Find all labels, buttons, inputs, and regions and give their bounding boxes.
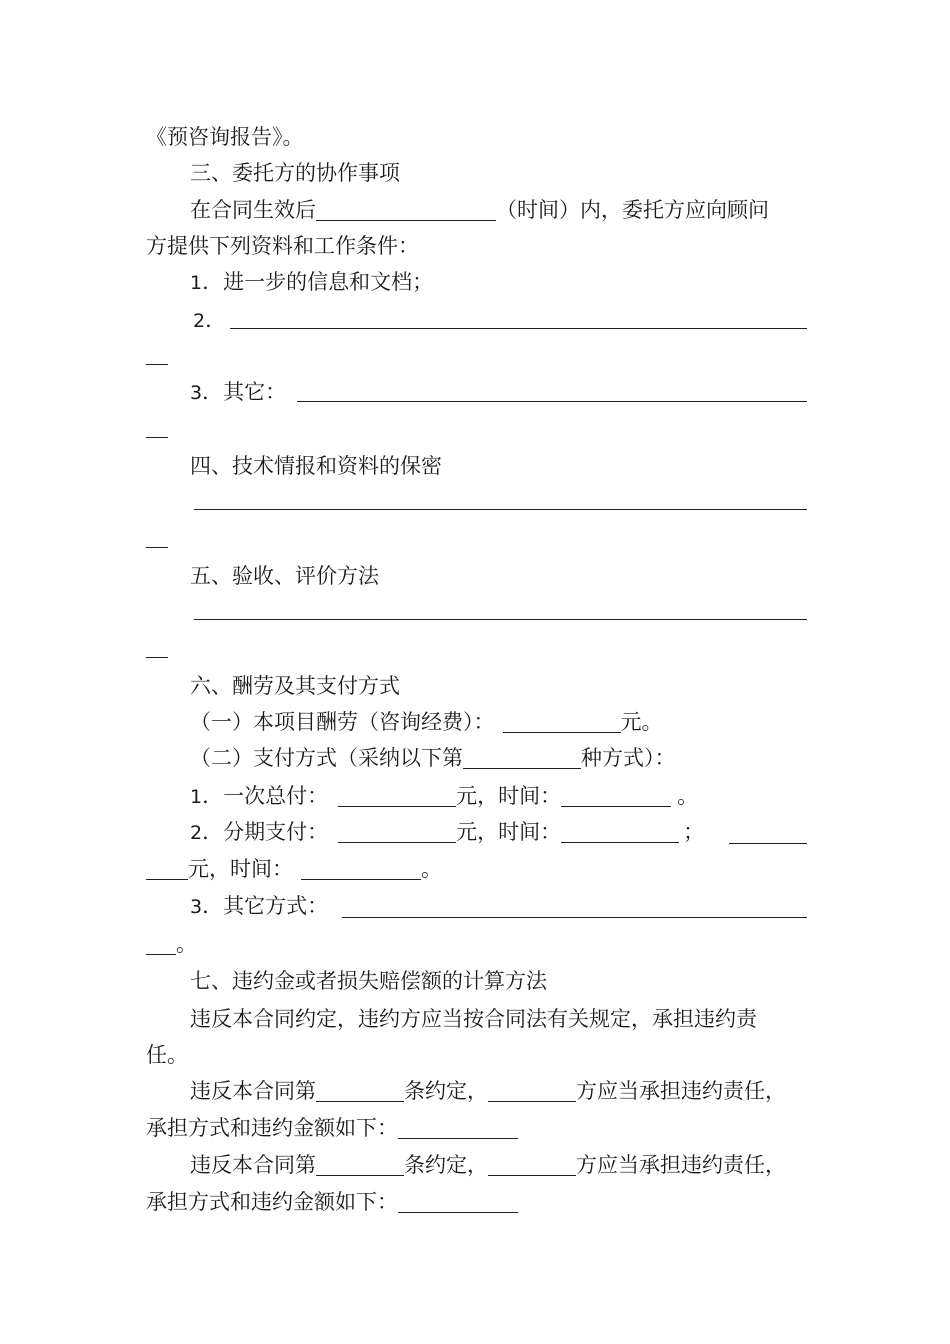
text-fragment: ． xyxy=(202,380,224,404)
text-line xyxy=(190,195,769,225)
list-item xyxy=(190,891,328,922)
text-fragment: 方应当承担违约责任， xyxy=(576,1153,786,1177)
fill-blank[interactable] xyxy=(561,784,671,807)
list-item xyxy=(193,305,226,336)
text-fragment: 进一步的信息和文档； xyxy=(223,270,434,294)
text-line: 《预咨询报告》。 xyxy=(146,125,304,149)
text-fragment: 。 xyxy=(176,932,197,956)
fill-line[interactable] xyxy=(146,657,168,658)
text-line xyxy=(190,743,676,773)
fill-blank[interactable] xyxy=(146,932,176,955)
fill-blank[interactable] xyxy=(561,820,679,843)
text-fragment: 违反本合同第 xyxy=(190,1079,316,1103)
text-line xyxy=(146,1113,518,1143)
item-number: 2 xyxy=(193,310,206,332)
section-heading: 三、委托方的协作事项 xyxy=(190,161,400,185)
text-fragment: ． xyxy=(202,820,224,844)
text-fragment: 在合同生效后 xyxy=(190,198,316,222)
fill-blank[interactable] xyxy=(301,857,421,880)
text-line: 任。 xyxy=(146,1043,188,1067)
text-line xyxy=(190,707,663,737)
text-fragment: 违反本合同第 xyxy=(190,1153,316,1177)
text-line xyxy=(190,1076,786,1106)
text-fragment: 种方式）： xyxy=(581,746,676,770)
fill-blank[interactable] xyxy=(503,710,621,733)
text-fragment: （时间）内，委托方应向顾问 xyxy=(496,198,769,222)
section-heading: 六、酬劳及其支付方式 xyxy=(190,674,400,698)
text-fragment: （一）本项目酬劳（咨询经费）： xyxy=(190,710,495,734)
text-line xyxy=(190,1150,786,1180)
text-fragment: ． xyxy=(205,308,227,332)
text-line: 方提供下列资料和工作条件： xyxy=(146,234,419,258)
fill-line[interactable] xyxy=(146,437,168,438)
fill-blank[interactable] xyxy=(316,198,496,221)
section-heading: 五、验收、评价方法 xyxy=(190,564,379,588)
fill-line[interactable] xyxy=(342,917,807,918)
text-fragment: ． xyxy=(202,894,224,918)
item-number: 1 xyxy=(190,786,203,808)
text-fragment: 承担方式和违约金额如下： xyxy=(146,1190,398,1214)
text-fragment: 承担方式和违约金额如下： xyxy=(146,1116,398,1140)
fill-blank[interactable] xyxy=(488,1153,576,1176)
fill-blank[interactable] xyxy=(146,857,188,880)
section-heading: 七、违约金或者损失赔偿额的计算方法 xyxy=(190,969,547,993)
text-line xyxy=(146,1187,518,1217)
text-fragment: 其它方式： xyxy=(223,894,329,918)
text-fragment: ． xyxy=(202,784,224,808)
fill-blank[interactable] xyxy=(338,784,456,807)
fill-blank[interactable] xyxy=(316,1153,404,1176)
fill-blank[interactable] xyxy=(463,746,581,769)
fill-line[interactable] xyxy=(146,364,168,365)
list-item xyxy=(190,267,433,298)
text-fragment: 。 xyxy=(421,857,442,881)
text-fragment: 元。 xyxy=(620,710,663,734)
fill-blank[interactable] xyxy=(398,1116,518,1139)
list-item xyxy=(190,377,286,408)
text-fragment: 元，时间： xyxy=(456,784,562,808)
text-fragment: ． xyxy=(202,270,224,294)
item-number: 3 xyxy=(190,896,203,918)
fill-blank[interactable] xyxy=(398,1190,518,1213)
text-fragment: 分期支付： xyxy=(223,820,329,844)
text-fragment: 方应当承担违约责任， xyxy=(576,1079,786,1103)
fill-blank[interactable] xyxy=(488,1079,576,1102)
text-fragment: 条约定， xyxy=(404,1079,488,1103)
item-number: 2 xyxy=(190,822,203,844)
text-fragment: 条约定， xyxy=(404,1153,488,1177)
fill-line[interactable] xyxy=(297,401,807,402)
fill-line[interactable] xyxy=(729,843,807,844)
text-fragment: 元，时间： xyxy=(456,820,562,844)
text-fragment: 元，时间： xyxy=(188,857,293,881)
list-item xyxy=(190,781,698,812)
text-fragment: ； xyxy=(683,820,705,844)
fill-line[interactable] xyxy=(146,547,168,548)
item-number: 3 xyxy=(190,382,203,404)
fill-blank[interactable] xyxy=(316,1079,404,1102)
text-fragment: 一次总付： xyxy=(223,784,329,808)
text-line xyxy=(146,854,442,884)
text-fragment: 其它： xyxy=(223,380,287,404)
fill-blank[interactable] xyxy=(338,820,456,843)
text-line xyxy=(146,929,197,959)
fill-line[interactable] xyxy=(230,328,807,329)
list-item xyxy=(190,817,704,848)
text-fragment: （二）支付方式（采纳以下第 xyxy=(190,746,463,770)
item-number: 1 xyxy=(190,272,203,294)
text-line: 违反本合同约定，违约方应当按合同法有关规定，承担违约责 xyxy=(190,1007,757,1031)
fill-line[interactable] xyxy=(194,619,807,620)
text-fragment: 。 xyxy=(677,784,699,808)
section-heading: 四、技术情报和资料的保密 xyxy=(190,454,442,478)
fill-line[interactable] xyxy=(194,509,807,510)
